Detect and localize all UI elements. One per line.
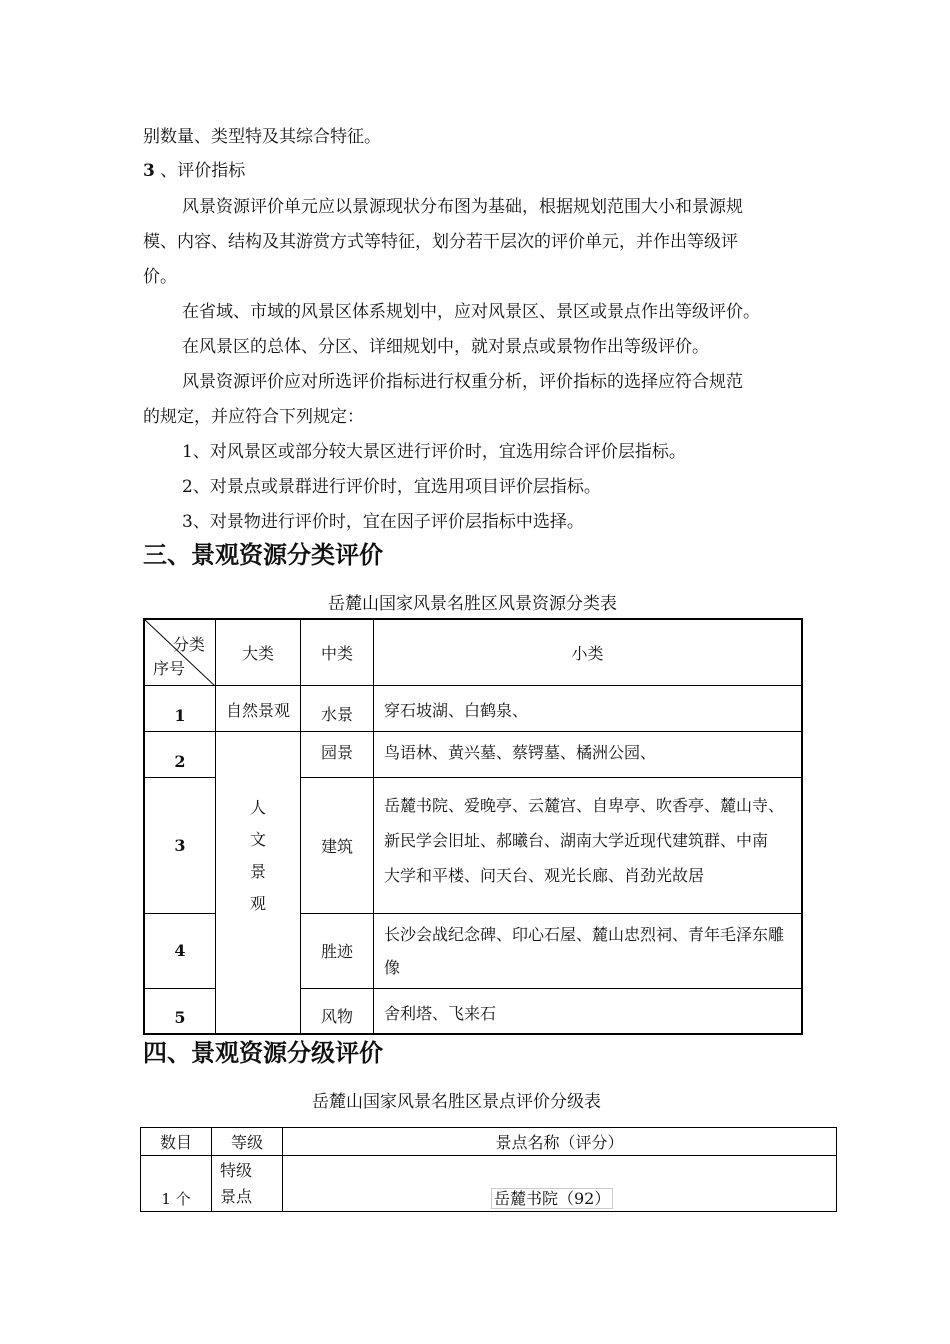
paragraph-line: 模、内容、结构及其游赏方式等特征，划分若干层次的评价单元，并作出等级评 — [143, 232, 738, 252]
classification-table — [143, 618, 803, 1035]
table-caption-grading: 岳麓山国家风景名胜区景点评价分级表 — [312, 1092, 601, 1112]
minor-category: 鸟语林、黄兴墓、蔡锷墓、橘洲公园、 — [374, 731, 803, 777]
paragraph-line: 的规定，并应符合下列规定： — [143, 407, 364, 427]
header-count: 数目 — [141, 1128, 212, 1156]
major-natural: 自然景观 — [216, 685, 301, 731]
grade-line: 景点 — [220, 1186, 253, 1206]
minor-category — [374, 777, 803, 913]
list-item: 2、对景点或景群进行评价时，宜选用项目评价层指标。 — [182, 477, 601, 497]
diag-bottom-label: 序号 — [153, 658, 186, 678]
diag-top-label: 分类 — [172, 635, 205, 654]
grade-cell — [212, 1156, 283, 1212]
minor-line: 大学和平楼、问天台、观光长廊、肖劲光故居 — [384, 865, 705, 885]
grading-table — [140, 1127, 837, 1212]
section-heading-3: 三、景观资源分类评价 — [143, 541, 383, 569]
row-number: 2 — [144, 731, 216, 777]
row-number: 1 — [144, 685, 216, 731]
middle-category: 园景 — [301, 731, 374, 777]
subheading-evaluation-index — [143, 160, 245, 182]
grade-line: 特级 — [220, 1160, 253, 1180]
paragraph-line: 在风景区的总体、分区、详细规划中，就对景点或景物作出等级评价。 — [182, 337, 709, 357]
section-heading-4: 四、景观资源分级评价 — [143, 1039, 383, 1067]
paragraph-line: 风景资源评价应对所选评价指标进行权重分析，评价指标的选择应符合规范 — [182, 372, 743, 392]
row-number: 4 — [144, 913, 216, 988]
subheading-text: 、评价指标 — [160, 161, 246, 181]
subheading-number: 3 — [143, 161, 155, 181]
human-char: 观 — [249, 893, 266, 913]
header-major: 大类 — [216, 619, 301, 685]
human-char: 景 — [249, 861, 266, 881]
middle-category: 胜迹 — [301, 913, 374, 988]
human-char: 人 — [249, 797, 266, 817]
header-grade: 等级 — [212, 1128, 283, 1156]
minor-category — [374, 913, 803, 988]
minor-line: 新民学会旧址、郝曦台、湖南大学近现代建筑群、中南 — [384, 830, 769, 850]
table-row — [144, 731, 802, 777]
table-row — [141, 1156, 837, 1212]
diagonal-header-cell — [144, 619, 216, 685]
minor-line: 岳麓书院、爱晚亭、云麓宫、自卑亭、吹香亭、麓山寺、 — [384, 795, 785, 815]
row-number: 3 — [144, 777, 216, 913]
table-caption-classification: 岳麓山国家风景名胜区风景资源分类表 — [328, 594, 617, 614]
count-cell: 1 个 — [141, 1156, 212, 1212]
header-middle: 中类 — [301, 619, 374, 685]
table-header-row — [141, 1128, 837, 1156]
table-row — [144, 685, 802, 731]
minor-line: 像 — [384, 957, 401, 977]
header-name: 景点名称（评分） — [283, 1128, 837, 1156]
table-header-row — [144, 619, 802, 685]
header-minor: 小类 — [374, 619, 803, 685]
minor-category: 舍利塔、飞来石 — [374, 988, 803, 1034]
human-char: 文 — [249, 829, 266, 849]
paragraph-line: 风景资源评价单元应以景源现状分布图为基础，根据规划范围大小和景源规 — [182, 197, 743, 217]
major-human — [216, 731, 301, 1034]
row-number: 5 — [144, 988, 216, 1034]
middle-category: 建筑 — [301, 777, 374, 913]
paragraph-line: 价。 — [143, 267, 177, 287]
paragraph-line: 在省域、市域的风景区体系规划中，应对风景区、景区或景点作出等级评价。 — [182, 302, 760, 322]
name-cell — [283, 1156, 837, 1212]
minor-line: 长沙会战纪念碑、印心石屋、麓山忠烈祠、青年毛泽东雕 — [384, 924, 785, 944]
middle-category: 风物 — [301, 988, 374, 1034]
list-item: 3、对景物进行评价时，宜在因子评价层指标中选择。 — [182, 512, 584, 532]
middle-category: 水景 — [301, 685, 374, 731]
scenic-spot-name: 岳麓书院（92） — [491, 1188, 613, 1209]
list-item: 1、对风景区或部分较大景区进行评价时，宜选用综合评价层指标。 — [182, 442, 686, 462]
minor-category: 穿石坡湖、白鹤泉、 — [374, 685, 803, 731]
paragraph-continuation: 别数量、类型特及其综合特征。 — [143, 127, 381, 147]
